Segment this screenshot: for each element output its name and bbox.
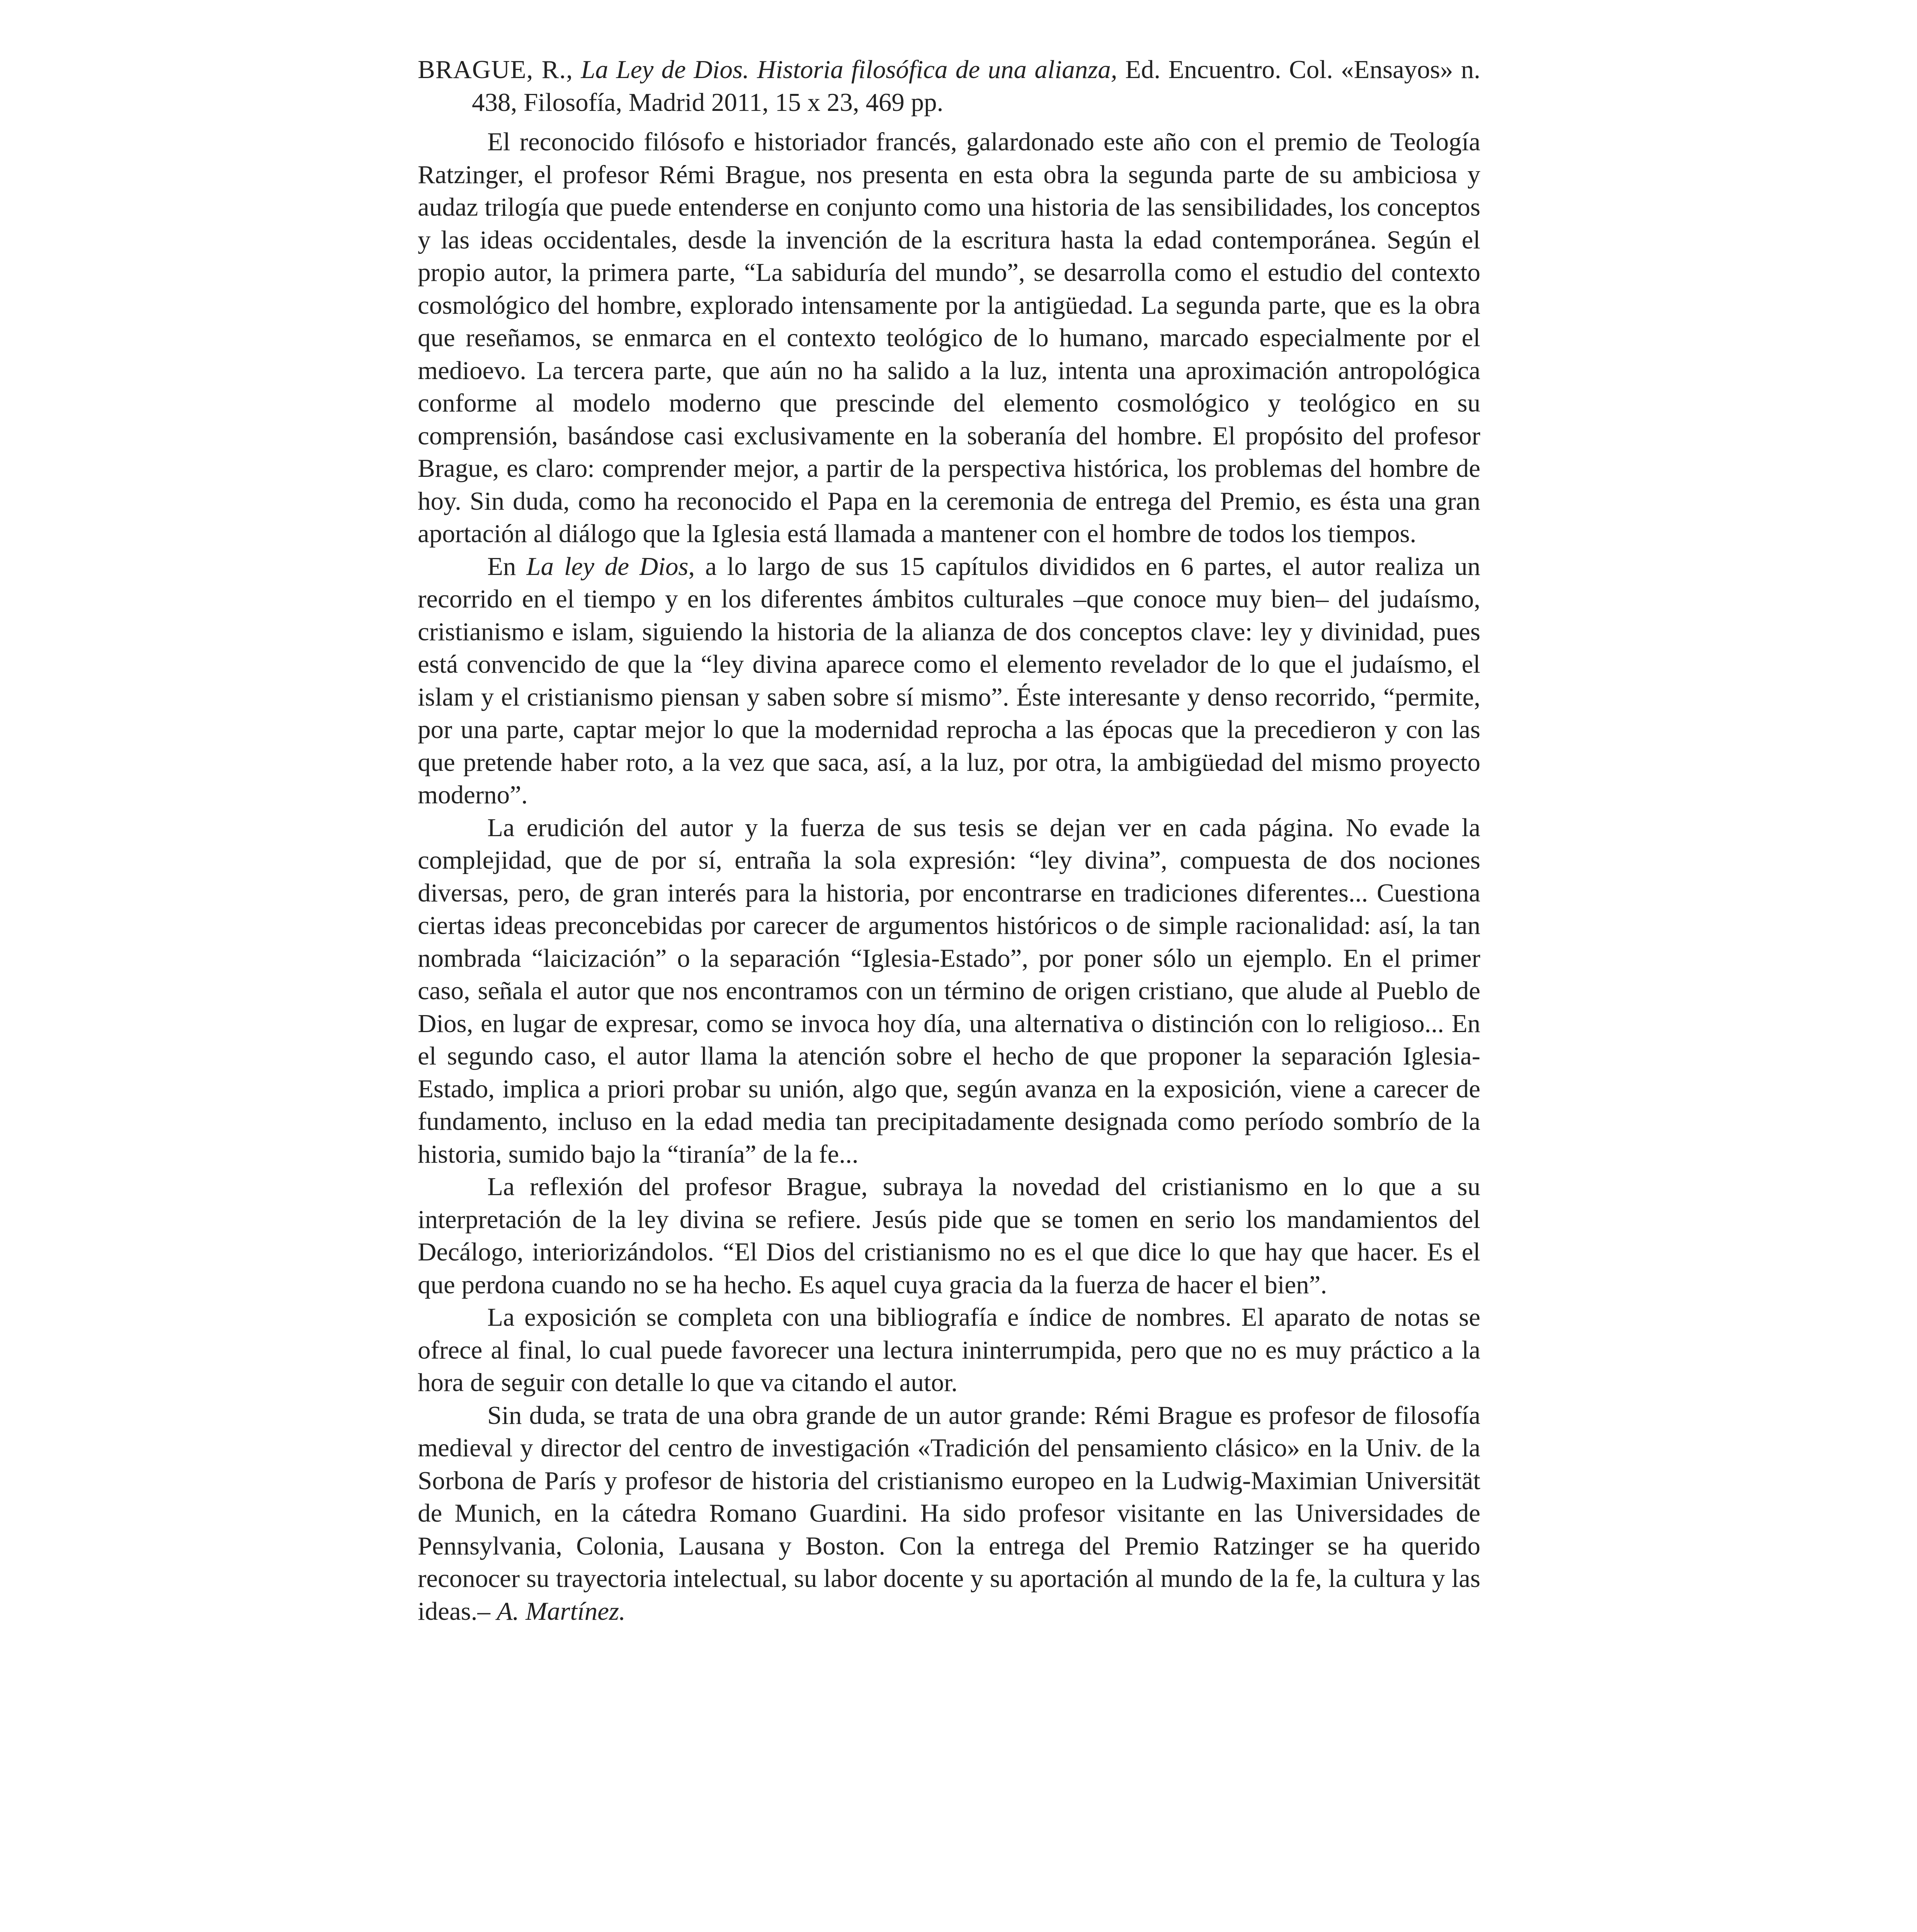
bibliographic-header (418, 53, 1480, 119)
paragraph-text: La erudición del autor y la fuerza de sus tesis se dejan ver en cada página. No evade la complejidad, que de por sí, entraña la sola expresión: “ley divina”, compuesta de dos nociones diversas, pero, de gran interés para la historia, por encontrarse en tradiciones diferentes... Cuestiona ciertas ideas preconcebidas por carecer de argumentos históricos o de simple racionalidad: así, la tan nombrada “laicización” o la separación “Iglesia-Estado”, por poner sólo un ejemplo. En el primer caso, señala el autor que nos encontramos con un término de origen cristiano, que alude al Pueblo de Dios, en lugar de expresar, como se invoca hoy día, una alternativa o distinción con lo religioso... En el segundo caso, el autor llama la atención sobre el hecho de que proponer la separación Iglesia-Estado, implica a priori probar su unión, algo que, según avanza en la exposición, viene a carecer de fundamento, incluso en la edad media tan precipitadamente designada como período sombrío de la historia, sumido bajo la “tiranía” de la fe... (418, 813, 1480, 1168)
review-paragraph-2 (418, 550, 1480, 811)
review-paragraph-1 (418, 126, 1480, 550)
paragraph-text: El reconocido filósofo e historiador francés, galardonado este año con el premio de Teología Ratzinger, el profesor Rémi Brague, nos presenta en esta obra la segunda parte de su ambiciosa y audaz trilogía que puede entenderse en conjunto como una historia de las sensibilidades, los conceptos y las ideas occidentales, desde la invención de la escritura hasta la edad contemporánea. Según el propio autor, la primera parte, “La sabiduría del mundo”, se desarrolla como el estudio del contexto cosmológico del hombre, explorado intensamente por la antigüedad. La segunda parte, que es la obra que reseñamos, se enmarca en el contexto teológico de lo humano, marcado especialmente por el medioevo. La tercera parte, que aún no ha salido a la luz, intenta una aproximación antropológica conforme al modelo moderno que prescinde del elemento cosmológico y teológico en su comprensión, basándose casi exclusivamente en la soberanía del hombre. El propósito del profesor Brague, es claro: comprender mejor, a partir de la perspectiva histórica, los problemas del hombre de hoy. Sin duda, como ha reconocido el Papa en la ceremonia de entrega del Premio, es ésta una gran aportación al diálogo que la Iglesia está llamada a mantener con el hombre de todos los tiempos. (418, 128, 1480, 548)
paragraph-text: Sin duda, se trata de una obra grande de un autor grande: Rémi Brague es profesor de filosofía medieval y director del centro de investigación «Tradición del pensamiento clásico» en la Univ. de la Sorbona de París y profesor de historia del cristianismo europeo en la Ludwig-Maximian Universität de Munich, en la cátedra Romano Guardini. Ha sido profesor visitante en las Universidades de Pennsylvania, Colonia, Lausana y Boston. Con la entrega del Premio Ratzinger se ha querido reconocer su trayectoria intelectual, su labor docente y su aportación al mundo de la fe, la cultura y las ideas.– (418, 1401, 1480, 1626)
review-paragraph-4 (418, 1170, 1480, 1301)
book-author: BRAGUE, R., (418, 55, 573, 84)
review-paragraph-3 (418, 811, 1480, 1171)
paragraph-text: La reflexión del profesor Brague, subraya la novedad del cristianismo en lo que a su interpretación de la ley divina se refiere. Jesús pide que se tomen en serio los mandamientos del Decálogo, interiorizándolos. “El Dios del cristianismo no es el que dice lo que hay que hacer. Es el que perdona cuando no se ha hecho. Es aquel cuya gracia da la fuerza de hacer el bien”. (418, 1172, 1480, 1299)
paragraph-text-lead: En (487, 552, 527, 581)
book-title-reference: La ley de Dios (526, 552, 689, 581)
reviewer-signature: A. Martínez. (497, 1597, 626, 1626)
book-review (418, 53, 1480, 1628)
review-paragraph-6 (418, 1399, 1480, 1628)
publication-details: Ed. Encuentro. Col. «Ensayos» n. 438, Filosofía, Madrid 2011, 15 x 23, 469 pp. (472, 55, 1481, 117)
paragraph-text: La exposición se completa con una bibliografía e índice de nombres. El aparato de notas se ofrece al final, lo cual puede favorecer una lectura ininterrumpida, pero que no es muy práctico a la hora de seguir con detalle lo que va citando el autor. (418, 1303, 1480, 1397)
book-title: La Ley de Dios. Historia filosófica de una alianza, (581, 55, 1118, 84)
review-paragraph-5 (418, 1301, 1480, 1399)
paragraph-text: , a lo largo de sus 15 capítulos divididos en 6 partes, el autor realiza un recorrido en el tiempo y en los diferentes ámbitos culturales –que conoce muy bien– del judaísmo, cristianismo e islam, siguiendo la historia de la alianza de dos conceptos clave: ley y divinidad, pues está convencido de que la “ley divina aparece como el elemento revelador de lo que el judaísmo, el islam y el cristianismo piensan y saben sobre sí mismo”. Éste interesante y denso recorrido, “permite, por una parte, captar mejor lo que la modernidad reprocha a las épocas que la precedieron y con las que pretende haber roto, a la vez que saca, así, a la luz, por otra, la ambigüedad del mismo proyecto moderno”. (418, 552, 1480, 809)
